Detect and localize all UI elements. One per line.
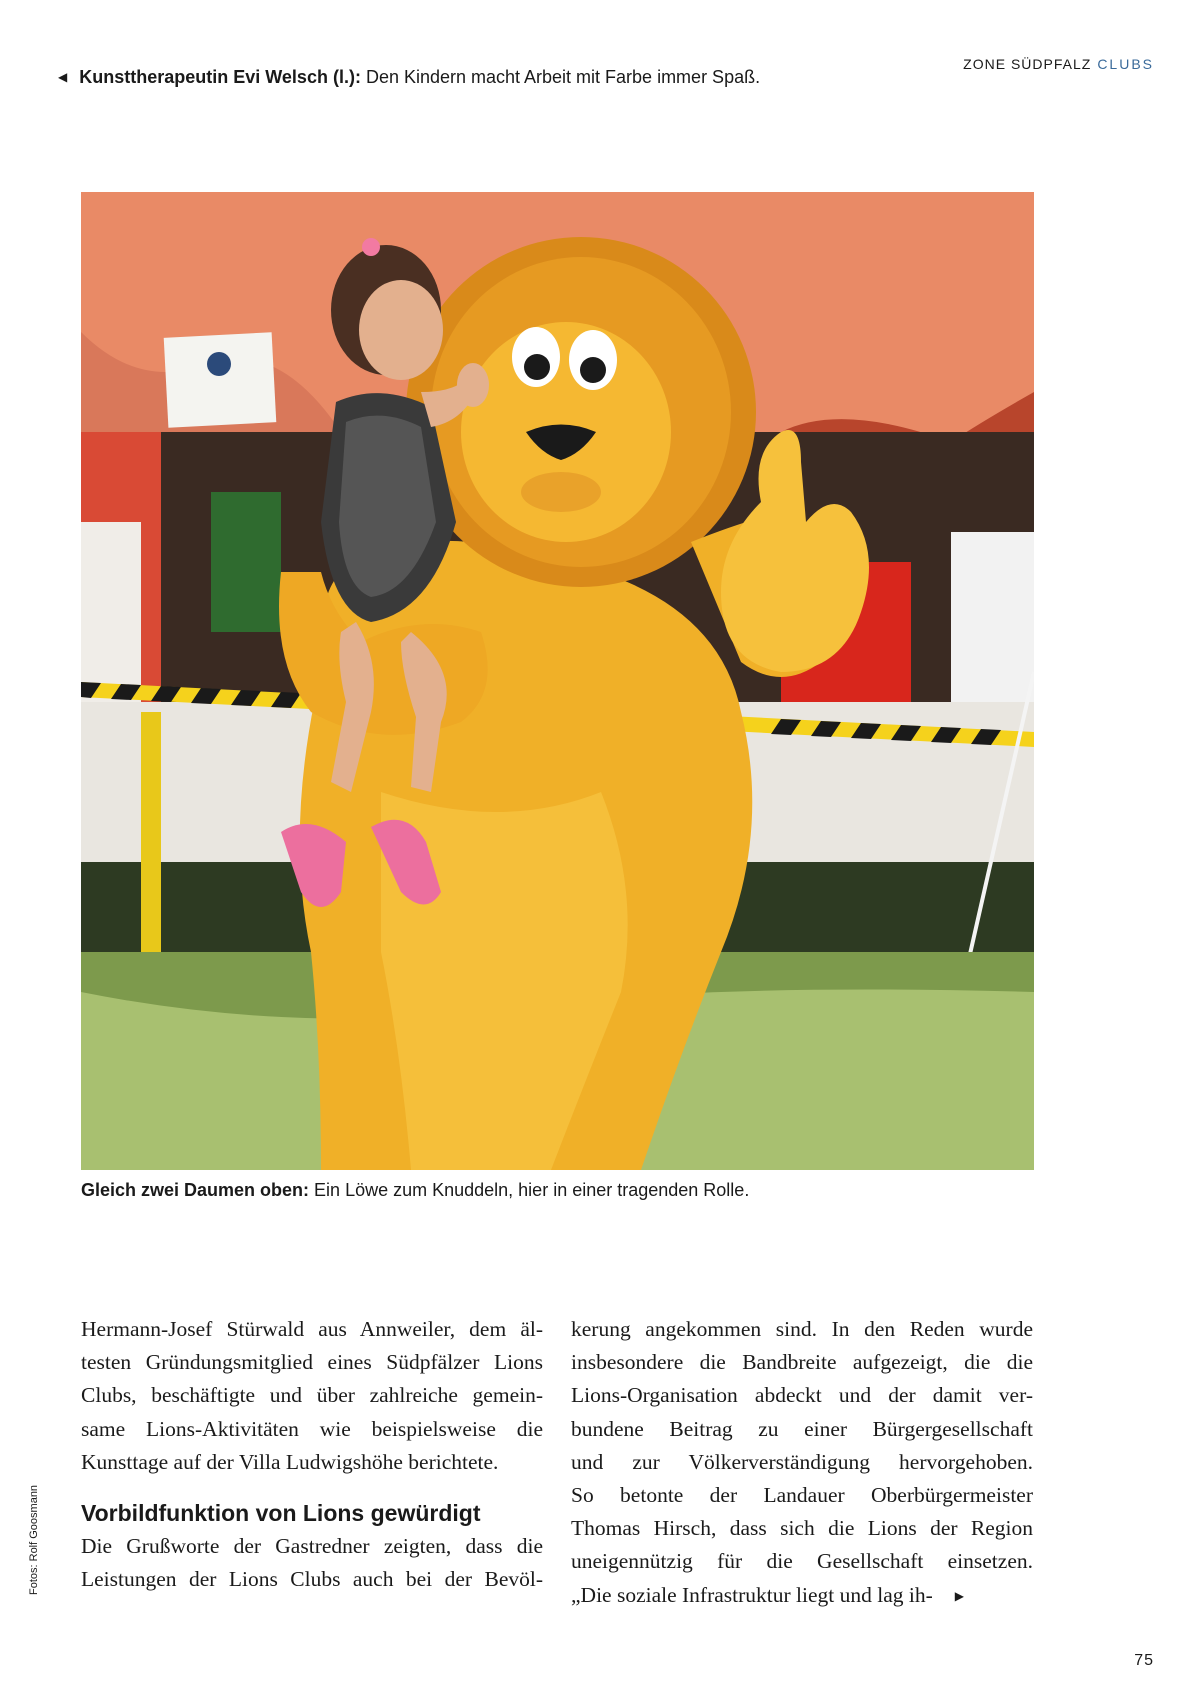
section-tag [963, 56, 1154, 72]
text-line: „Die soziale Infrastruktur liegt und lag ih- [571, 1582, 933, 1607]
text-line: Thomas Hirsch, dass sich die Lions der Region [571, 1516, 1033, 1541]
photo-caption-bold: Gleich zwei Daumen oben: [81, 1180, 310, 1200]
text-line: und zur Völkerverständigung hervorgehoben. [571, 1449, 1033, 1474]
caption-arrow-left-icon: ◀ [58, 70, 68, 84]
text-line: Clubs, beschäftigte und über zahlreiche gemein- [81, 1383, 543, 1408]
top-caption-text: Den Kindern macht Arbeit mit Farbe immer Spaß. [360, 67, 761, 87]
text-line: insbesondere die Bandbreite aufgezeigt, die die [571, 1350, 1033, 1375]
text-line: Hermann-Josef Stürwald aus Annweiler, dem äl- [81, 1317, 543, 1341]
text-line: bundene Beitrag zu einer Bürgergesellschaft [571, 1416, 1033, 1441]
page-number: 75 [1134, 1652, 1154, 1669]
text-line: kerung angekommen sind. In den Reden wurde [571, 1317, 1033, 1341]
top-image-caption [58, 67, 760, 88]
text-line: Lions-Organisation abdeckt und der damit ver- [571, 1383, 1033, 1408]
lion-mascot-photo [81, 192, 1034, 1170]
text-line: Die Grußworte der Gastredner zeigten, dass die [81, 1534, 543, 1559]
text-line: So betonte der Landauer Oberbürgermeister [571, 1483, 1033, 1508]
section-clubs: CLUBS [1097, 56, 1154, 72]
article-column-left [81, 1313, 543, 1596]
photo-credit: Fotos: Rolf Goosmann [28, 1484, 40, 1595]
text-line: testen Gründungsmitglied eines Südpfälzer Lions [81, 1350, 543, 1375]
photo-caption-text: Ein Löwe zum Knuddeln, hier in einer tragenden Rolle. [309, 1180, 750, 1200]
section-zone: ZONE SÜDPFALZ [963, 56, 1092, 72]
continue-arrow-icon: ▶ [954, 1588, 965, 1603]
article-subheading: Vorbildfunktion von Lions gewürdigt [81, 1500, 481, 1527]
top-caption-bold: Kunsttherapeutin Evi Welsch (l.): [79, 67, 361, 87]
text-line: Kunsttage auf der Villa Ludwigshöhe berichtete. [81, 1449, 499, 1474]
article-column-right [571, 1313, 1033, 1615]
text-line: Leistungen der Lions Clubs auch bei der Bevöl- [81, 1567, 543, 1592]
text-line: uneigennützig für die Gesellschaft einsetzen. [571, 1549, 1033, 1574]
text-line-with-arrow [571, 1579, 1033, 1615]
photo-caption [81, 1180, 749, 1201]
text-line: same Lions-Aktivitäten wie beispielsweise die [81, 1416, 543, 1441]
